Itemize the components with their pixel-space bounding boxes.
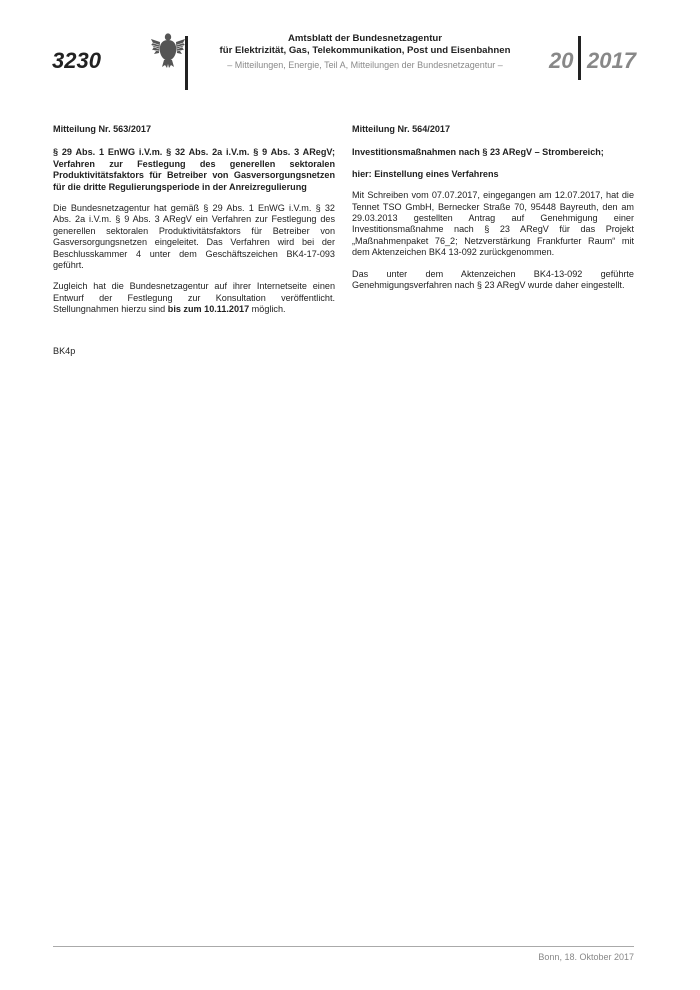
right-column [352,124,634,301]
publication-title-line2: für Elektrizität, Gas, Telekommunikation, Post und Eisenbahnen [219,45,511,56]
issue-number: 20 [549,48,574,73]
federal-eagle-icon [150,30,186,70]
publication-subtitle: – Mitteilungen, Energie, Teil A, Mitteilungen der Bundesnetzagentur – [227,60,503,70]
paragraph-text-end: möglich. [249,304,286,315]
deadline-text: bis zum 10.11.2017 [167,304,250,315]
page-number: 3230 [52,48,101,73]
notice-paragraph-1: Mit Schreiben vom 07.07.2017, eingegangen am 12.07.2017, hat die Tennet TSO GmbH, Bernecker Straße 70, 95448 Bayreuth, den am 29.03.2013 gestellten Antrag auf Genehmigung einer Investitionsmaßnahme nach § 23 ARegV für das Projekt „Maßnahmenpaket 76_2; Netzverstärkung Frankfurter Raum“ mit dem Aktenzeichen BK4 13-092 zurückgenommen. [352,190,634,258]
chamber-signature: BK4p [53,345,76,356]
left-column [53,124,335,367]
notice-subject-564: Investitionsmaßnahmen nach § 23 ARegV – Strombereich; [352,147,604,158]
notice-paragraph-2 [53,281,335,315]
footer-place-date: Bonn, 18. Oktober 2017 [538,952,634,962]
notice-subject-563: § 29 Abs. 1 EnWG i.V.m. § 32 Abs. 2a i.V.m. § 9 Abs. 3 ARegV; Verfahren zur Festlegung des generellen sektoralen Produktivitätsfaktors für Betreiber von Gasversorgungsnetzen für die dritte Regulierungsperiode in der Anreizregulierung [53,147,335,192]
header-divider [185,36,188,90]
notice-subject-564-detail: hier: Einstellung eines Verfahrens [352,168,499,179]
footer-rule [53,946,634,947]
notice-paragraph-2: Das unter dem Aktenzeichen BK4-13-092 geführte Genehmigungsverfahren nach § 23 ARegV wurde daher eingestellt. [352,268,634,291]
notice-heading-564: Mitteilung Nr. 564/2017 [352,124,451,134]
paragraph-text: Zugleich hat die Bundesnetzagentur auf ihrer Internetseite einen Entwurf der Festlegung zur Konsultation veröffentlicht. Stellungnahmen hierzu sind [53,281,335,315]
issue-divider [578,36,581,80]
notice-heading-563: Mitteilung Nr. 563/2017 [53,124,152,134]
publication-title: Amtsblatt der Bundesnetzagentur [287,33,443,44]
issue-year: 2017 [587,48,636,73]
notice-paragraph-1: Die Bundesnetzagentur hat gemäß § 29 Abs. 1 EnWG i.V.m. § 32 Abs. 2a i.V.m. § 9 Abs. 3 ARegV ein Verfahren zur Festlegung des generellen sektoralen Produktivitätsfaktors für Betreiber von Gasversorgungsnetzen eingeleitet. Das Verfahren wird bei der Beschlusskammer 4 unter dem Geschäftszeichen BK4-17-093 geführt. [53,203,335,271]
